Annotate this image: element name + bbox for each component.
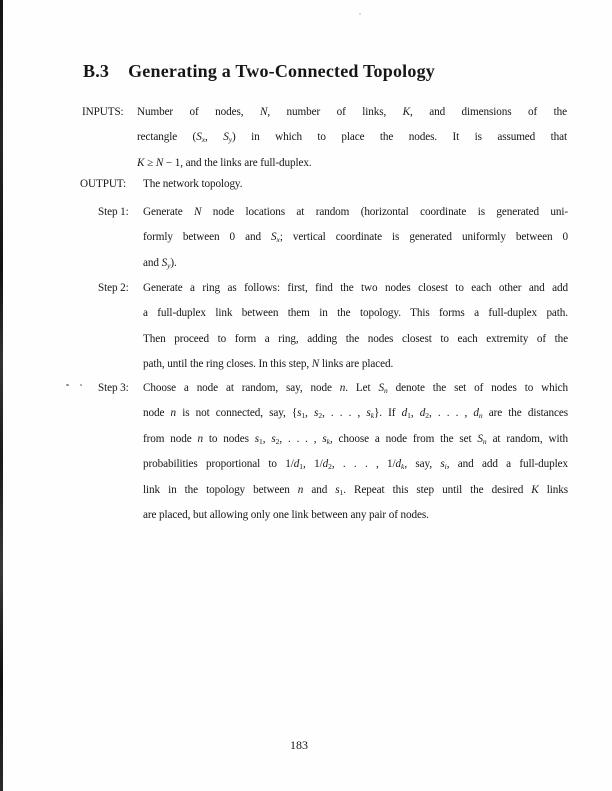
text-line: formly between 0 and $S_x$; vertical coordinate is generated uniformly between 0: [143, 231, 568, 245]
text-line: node n is not connected, say, {$s_1$, $s_2$, . . . , $s_k$}. If $d_1$, $d_2$, . . . , $d_n$ are the distances: [143, 407, 568, 421]
text-line: rectangle ($S_x$, $S_y$) in which to place the nodes. It is assumed that: [137, 131, 567, 145]
text-line: from node n to nodes $s_1$, $s_2$, . . . , $s_k$, choose a node from the set $S_n$ at random, with: [143, 432, 568, 446]
scan-speck: [359, 13, 361, 15]
text-line: The network topology.: [143, 178, 243, 190]
text-line: Generate N node locations at random (horizontal coordinate is generated uni-: [143, 206, 568, 218]
scan-speck: [66, 384, 69, 386]
inputs-label: INPUTS:: [82, 106, 124, 118]
text-line: link in the topology between n and $s_1$. Repeat this step until the desired K links: [143, 483, 568, 497]
page-number: 183: [290, 738, 308, 752]
step3-text: [143, 376, 568, 528]
text-line: Generate a ring as follows: first, find the two nodes closest to each other and add: [143, 282, 568, 294]
text-line: K ≥ N − 1, and the links are full-duplex.: [137, 156, 312, 169]
step1-text: [143, 200, 568, 276]
section-title: Generating a Two-Connected Topology: [128, 61, 435, 81]
output-text: [143, 172, 573, 197]
text-line: Then proceed to form a ring, adding the nodes closest to each extremity of the: [143, 332, 568, 345]
step1-label: Step 1:: [98, 206, 129, 218]
scan-speck: [80, 384, 82, 386]
step3-label: Step 3:: [98, 382, 129, 394]
text-line: a full-duplex link between them in the topology. This forms a full-duplex path.: [143, 307, 568, 320]
output-label: OUTPUT:: [80, 178, 126, 190]
text-line: path, until the ring closes. In this step, N links are placed.: [143, 358, 394, 371]
text-line: and $S_y$).: [143, 256, 177, 270]
text-line: Number of nodes, N, number of links, K, and dimensions of the: [137, 106, 567, 118]
text-line: Choose a node at random, say, node n. Let $S_n$ denote the set of nodes to which: [143, 382, 568, 395]
step2-label: Step 2:: [98, 282, 129, 294]
section-number: B.3: [83, 61, 110, 81]
step2-text: [143, 276, 568, 378]
text-line: probabilities proportional to $1/d_1$, $1/d_2$, . . . , $1/d_k$, say, $s_i$, and add a full-duplex: [143, 458, 568, 472]
inputs-text: [137, 100, 567, 176]
text-line: are placed, but allowing only one link between any pair of nodes.: [143, 508, 429, 521]
section-heading: [83, 61, 435, 82]
scanned-page-edge: [0, 0, 3, 791]
